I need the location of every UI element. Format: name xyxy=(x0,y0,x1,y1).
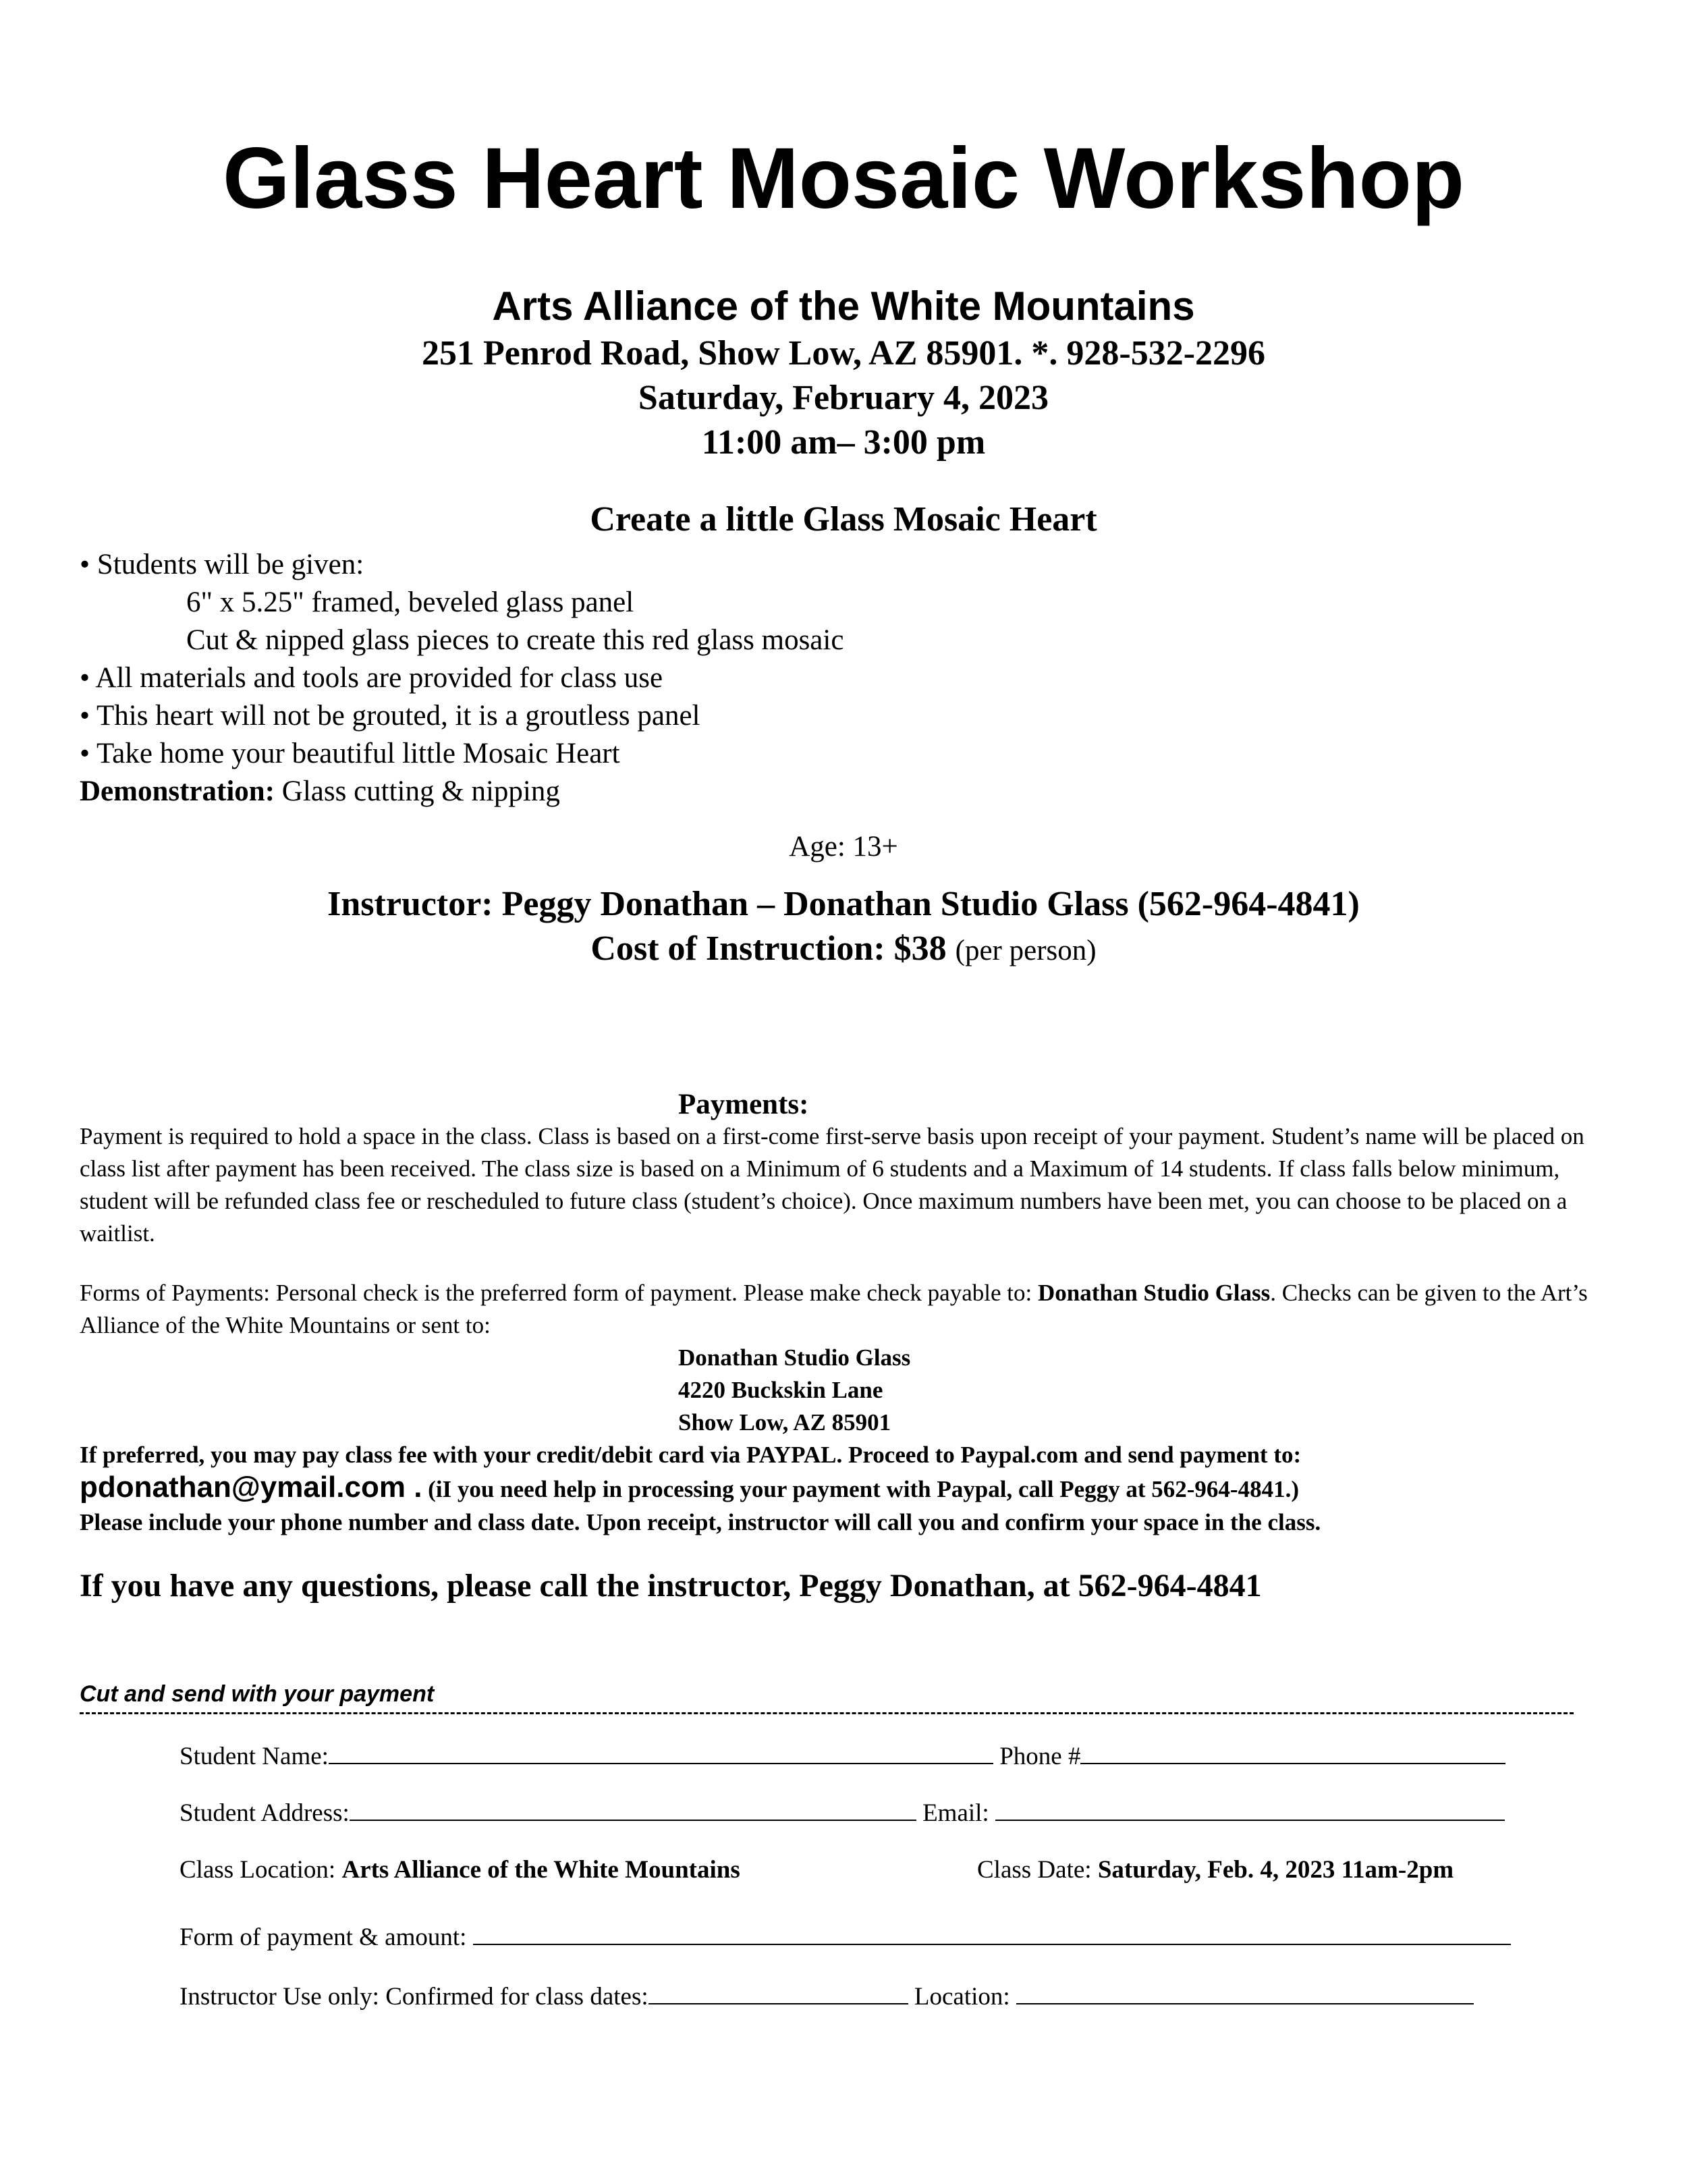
questions-line: If you have any questions, please call the instructor, Peggy Donathan, at 562-964-4841 xyxy=(80,1568,1262,1604)
phone-label: Phone # xyxy=(999,1743,1081,1770)
paypal-email: pdonathan@ymail.com . xyxy=(80,1471,422,1504)
event-date: Saturday, February 4, 2023 xyxy=(638,379,1049,417)
forms-pre-text: Forms of Payments: Personal check is the preferred form of payment. Please make check payable to: xyxy=(80,1280,1032,1306)
age-requirement: Age: 13+ xyxy=(789,831,898,863)
student-address-label: Student Address: xyxy=(179,1799,350,1827)
cut-and-send-label: Cut and send with your payment xyxy=(80,1681,435,1707)
payment-amount-row xyxy=(179,1921,1511,1955)
forms-payee: Donathan Studio Glass xyxy=(1037,1280,1271,1306)
page-title: Glass Heart Mosaic Workshop xyxy=(223,130,1464,227)
paypal-email-line xyxy=(80,1471,1299,1506)
include-info-line: Please include your phone number and class date. Upon receipt, instructor will call you and confirm your space in the class. xyxy=(80,1509,1321,1535)
students-given-line: • Students will be given: xyxy=(80,549,364,580)
class-location-value: Arts Alliance of the White Mountains xyxy=(341,1856,740,1884)
forms-of-payment-paragraph xyxy=(80,1277,1632,1342)
demonstration-label: Demonstration: xyxy=(80,775,275,807)
organization-address: 251 Penrod Road, Show Low, AZ 85901. *. 928-532-2296 xyxy=(421,334,1266,373)
class-date-label: Class Date: xyxy=(977,1856,1092,1884)
class-date-value: Saturday, Feb. 4, 2023 11am-2pm xyxy=(1097,1856,1454,1884)
mail-address-name: Donathan Studio Glass xyxy=(678,1344,911,1371)
instructor-use-label: Instructor Use only: Confirmed for class dates: xyxy=(179,1983,648,2011)
student-name-row xyxy=(179,1740,1505,1774)
email-label: Email: xyxy=(922,1799,989,1827)
bullet-take-home: • Take home your beautiful little Mosaic Heart xyxy=(80,738,620,769)
payments-paragraph: Payment is required to hold a space in the class. Class is based on a first-come first-serve basis upon receipt of your payment. Student’s name will be placed on class list after payment has been received. The class size is based on a Minimum of 6 students and a Maximum of 14 students. If class falls below minimum, student will be refunded class fee or rescheduled to future class (student’s choice). Once maximum numbers have been met, you can choose to be placed on a waitlist. xyxy=(80,1123,1584,1247)
event-time: 11:00 am– 3:00 pm xyxy=(701,423,986,462)
cost-note: (per person) xyxy=(955,935,1097,966)
phone-field[interactable] xyxy=(1080,1740,1505,1764)
class-date-row xyxy=(977,1853,1454,1887)
paypal-help: (iI you need help in processing your payment with Paypal, call Peggy at 562-964-4841.) xyxy=(428,1476,1299,1502)
demonstration-line xyxy=(80,773,560,810)
student-address-row xyxy=(179,1797,1505,1830)
location-label: Location: xyxy=(914,1983,1010,2011)
cost-label: Cost of Instruction: $38 xyxy=(590,929,947,968)
cost-line xyxy=(0,927,1687,973)
payment-amount-field[interactable] xyxy=(473,1921,1511,1945)
location-field[interactable] xyxy=(1016,1980,1474,2004)
student-name-field[interactable] xyxy=(329,1740,993,1764)
class-location-label: Class Location: xyxy=(179,1856,336,1884)
confirmed-dates-field[interactable] xyxy=(648,1980,908,2004)
mail-address-city: Show Low, AZ 85901 xyxy=(678,1409,891,1436)
demonstration-value: Glass cutting & nipping xyxy=(281,775,560,807)
student-address-field[interactable] xyxy=(350,1797,916,1821)
organization-name: Arts Alliance of the White Mountains xyxy=(492,283,1195,329)
student-name-label: Student Name: xyxy=(179,1743,329,1770)
instructor-line: Instructor: Peggy Donathan – Donathan Studio Glass (562-964-4841) xyxy=(327,885,1360,923)
given-item-panel: 6" x 5.25" framed, beveled glass panel xyxy=(186,586,634,618)
email-field[interactable] xyxy=(995,1797,1505,1821)
forms-post-text: . Checks can be given to the Art’s Alliance of the White Mountains or sent to: xyxy=(80,1280,1588,1338)
cut-line-divider xyxy=(80,1712,1574,1714)
mail-address-street: 4220 Buckskin Lane xyxy=(678,1377,883,1403)
section-heading-create: Create a little Glass Mosaic Heart xyxy=(590,500,1097,539)
payment-amount-label: Form of payment & amount: xyxy=(179,1923,467,1951)
instructor-use-row xyxy=(179,1980,1474,2014)
given-item-glass: Cut & nipped glass pieces to create this red glass mosaic xyxy=(186,624,844,656)
payments-heading: Payments: xyxy=(678,1089,809,1120)
paypal-instructions: If preferred, you may pay class fee with your credit/debit card via PAYPAL. Proceed to Paypal.com and send payment to: xyxy=(80,1442,1302,1468)
bullet-materials: • All materials and tools are provided for class use xyxy=(80,662,663,694)
bullet-groutless: • This heart will not be grouted, it is a groutless panel xyxy=(80,700,700,732)
